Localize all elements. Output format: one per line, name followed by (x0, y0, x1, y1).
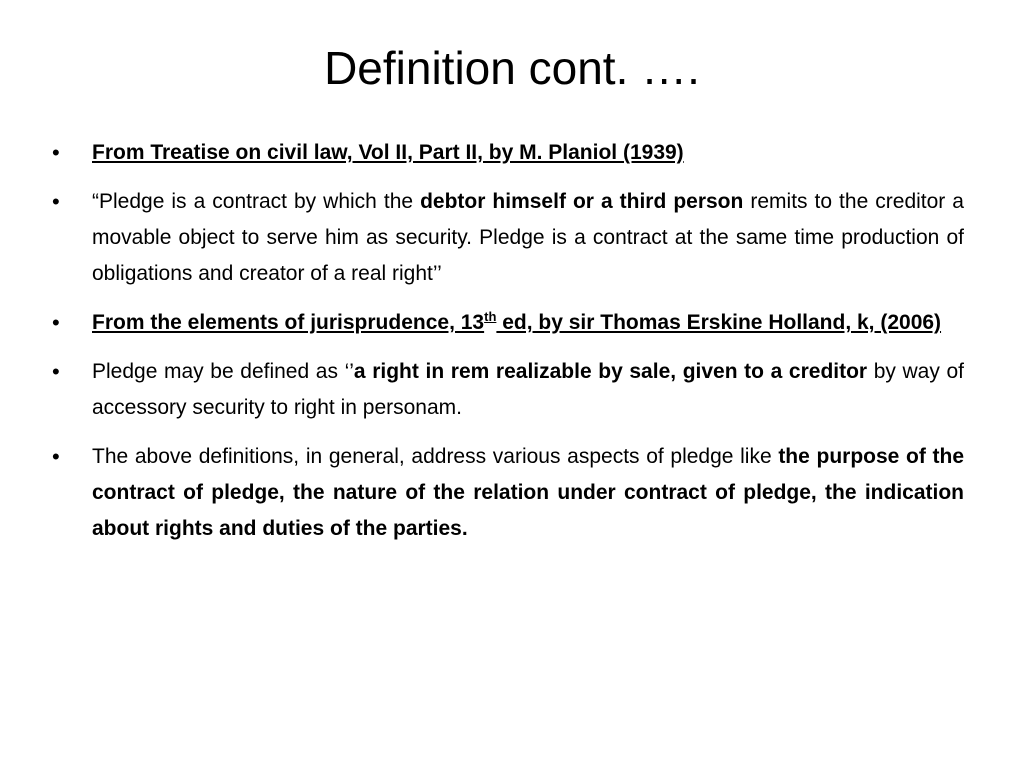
bullet-item-planiol-definition (52, 184, 964, 292)
bullet-icon: • (52, 359, 60, 384)
bullet-icon: • (52, 189, 60, 214)
superscript: th (484, 309, 497, 324)
source-citation: ed, by sir Thomas Erskine Holland, k, (2006) (496, 311, 942, 334)
text-segment: Pledge may be defined as ‘’ (92, 360, 354, 383)
bullet-text (92, 439, 964, 547)
source-citation: From Treatise on civil law, Vol II, Part II, by M. Planiol (1939) (92, 141, 684, 164)
bold-segment: the purpose of the contract of pledge, the nature of the relation under contract of pledge, the indication about rights and duties of the parties. (92, 445, 964, 540)
bullet-text (92, 305, 964, 341)
text-segment: The above definitions, in general, address various aspects of pledge like (92, 445, 779, 468)
bullet-text (92, 184, 964, 292)
bullet-list (52, 135, 964, 560)
bold-segment: a right in rem realizable by sale, given to a creditor (353, 360, 868, 383)
bullet-icon: • (52, 444, 60, 469)
bullet-icon: • (52, 310, 60, 335)
text-segment: remits to the creditor a movable object to serve him as security. Pledge is a contract at the same time production of obligations and creator of a real right’’ (92, 190, 964, 285)
bullet-item-holland-definition (52, 354, 964, 426)
bullet-icon: • (52, 140, 60, 165)
bold-segment: debtor himself or a third person (420, 190, 744, 213)
bullet-text (92, 354, 964, 426)
bullet-item-summary (52, 439, 964, 547)
text-segment: by way of accessory security to right in personam. (92, 360, 964, 419)
slide-title: Definition cont. …. (324, 42, 700, 94)
text-segment: “Pledge is a contract by which the (92, 190, 421, 213)
bullet-item-planiol-source (52, 135, 964, 171)
bullet-text (92, 135, 964, 171)
source-citation: From the elements of jurisprudence, 13 (92, 311, 485, 334)
bullet-item-holland-source (52, 305, 964, 341)
